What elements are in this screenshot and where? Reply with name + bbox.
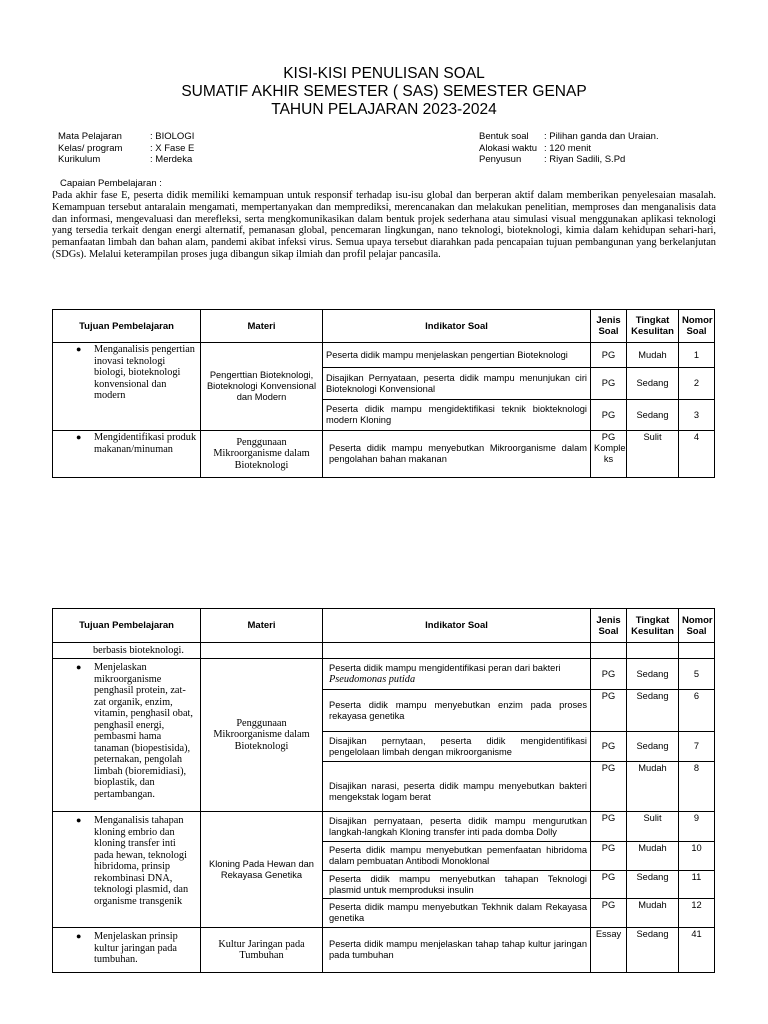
tujuan-text: Menjelaskan mikroorganisme penghasil protein, zat-zat organik, enzim, vitamin, penghasil obat, penghasil energi, pembasmi hama tanaman (biopestisida), peternakan, pengolah limbah (bioremidiasi), bioplastik, dan pertambangan. [94,662,193,800]
jenis-cell: PG [591,343,627,368]
tingkat-cell: Mudah [627,842,679,871]
table-header-row [53,310,715,343]
indikator-cell: Disajikan narasi, peserta didik mampu menyebutkan bakteri mengekstak logam berat [323,762,591,812]
nomor-cell: 11 [679,871,715,899]
tujuan-cell [53,812,201,928]
tingkat-cell: Sulit [627,431,679,478]
bullet-icon: ● [76,344,82,354]
tingkat-cell: Sedang [627,690,679,732]
nomor-cell: 12 [679,899,715,928]
tingkat-cell: Mudah [627,343,679,368]
tujuan-cell [53,659,201,812]
nomor-cell: 1 [679,343,715,368]
nomor-cell: 8 [679,762,715,812]
meta-label: Alokasi waktu [479,142,538,154]
tujuan-cell [53,928,201,973]
tujuan-text: Mengidentifikasi produk makanan/minuman [94,432,197,455]
table-row [53,928,715,973]
col-header-materi: Materi [201,609,323,643]
table-row [53,812,715,842]
meta-left [58,131,194,166]
jenis-cell: PG [591,400,627,431]
bullet-icon: ● [76,432,82,442]
indikator-cell: Peserta didik mampu menjelaskan pengertian Bioteknologi [323,343,591,368]
indikator-cell [323,643,591,659]
jenis-cell: PG Komple ks [591,431,627,478]
col-header-tingkat: Tingkat Kesulitan [627,310,679,343]
tingkat-cell: Mudah [627,762,679,812]
bullet-icon: ● [76,815,82,825]
tingkat-cell [627,643,679,659]
tujuan-text: Menjelaskan prinsip kultur jaringan pada tumbuhan. [94,931,178,965]
jenis-cell: PG [591,762,627,812]
meta-label: Bentuk soal [479,131,529,142]
kisi-table-1 [52,309,715,478]
tujuan-cell [53,343,201,431]
nomor-cell: 2 [679,368,715,400]
table-row [53,431,715,478]
materi-cell: Pengerttian Bioteknologi, Bioteknologi Konvensional dan Modern [201,343,323,431]
jenis-cell: PG [591,899,627,928]
nomor-cell: 6 [679,690,715,732]
jenis-cell: PG [591,732,627,762]
jenis-cell: PG [591,812,627,842]
col-header-nomor: Nomor Soal [679,310,715,343]
indikator-cell: Peserta didik mampu menyebutkan Tekhnik dalam Rekayasa genetika [323,899,591,928]
indikator-cell: Peserta didik mampu menjelaskan tahap tahap kultur jaringan pada tumbuhan [323,928,591,973]
materi-cell: Kloning Pada Hewan dan Rekayasa Genetika [201,812,323,928]
jenis-cell: PG [591,871,627,899]
meta-label: Kelas/ program [58,142,123,154]
materi-cell: Kultur Jaringan pada Tumbuhan [201,928,323,973]
tujuan-cell [53,431,201,478]
tingkat-cell: Sedang [627,368,679,400]
kisi-table-2 [52,608,715,973]
meta-value: : BIOLOGI [150,131,195,142]
indikator-cell: Disajikan pernyataan, peserta didik mampu mengurutkan langkah-langkah Kloning transfer inti pada domba Dolly [323,812,591,842]
indikator-cell [323,659,591,690]
col-header-nomor: Nomor Soal [679,609,715,643]
meta-label: Kurikulum [58,154,101,165]
nomor-cell [679,643,715,659]
meta-value: : Merdeka [150,154,193,165]
capaian-label: Capaian Pembelajaran : [60,178,162,189]
tujuan-text: Menganalisis pengertian inovasi teknologi biologi, bioteknologi konvensional dan modern [94,344,195,401]
col-header-jenis: Jenis Soal [591,609,627,643]
tingkat-cell: Sedang [627,400,679,431]
indikator-cell: Peserta didik mampu menyebutkan enzim pada proses rekayasa genetika [323,690,591,732]
materi-cell [201,643,323,659]
tingkat-cell: Sulit [627,812,679,842]
col-header-tujuan: Tujuan Pembelajaran [53,609,201,643]
indikator-cell: Disajikan pernytaan, peserta didik mengidentifikasi pengelolaan limbah dengan mikroorganisme [323,732,591,762]
table-row [53,643,715,659]
tingkat-cell: Sedang [627,871,679,899]
tingkat-cell: Sedang [627,928,679,973]
capaian-text: Pada akhir fase E, peserta didik memiliki kemampuan untuk responsif terhadap isu-isu global dan berperan aktif dalam memberikan penyelesaian masalah. Kemampuan tersebut antaralain mengamati, mempertanyakan dan memprediksi, merencanakan dan melakukan penelitian, memproses dan menganalisis data dan informasi, mengevaluasi dan merefleksi, serta mengkomunikasikan dalam bentuk projek sederhana atau simulasi visual menggunakan aplikasi teknologi yang tersedia terkait dengan energi alternatif, pemanasan global, pencemaran lingkungan, nano teknologi, bioteknologi, kimia dalam kehidupan sehari-hari, pemanfaatan limbah dan bahan alam, pandemi akibat infeksi virus. Semua upaya tersebut diarahkan pada pencapaian tujuan pembangunan yang berkelanjutan (SDGs). Melalui keterampilan proses juga dibangun sikap ilmiah dan profil pelajar pancasila. [52,190,716,260]
meta-value: : Pilihan ganda dan Uraian. [544,131,659,142]
tingkat-cell: Sedang [627,659,679,690]
jenis-cell [591,643,627,659]
meta-label: Penyusun [479,154,522,165]
indikator-cell: Peserta didik mampu menyebutkan Mikroorganisme dalam pengolahan bahan makanan [323,431,591,478]
doc-title-line1: KISI-KISI PENULISAN SOAL [283,65,485,82]
tujuan-text: Menganalisis tahapan kloning embrio dan kloning transfer inti pada hewan, teknologi hibridoma, prinsip rekombinasi DNA, teknologi plasmid, dan organisme transgenik [94,815,189,907]
jenis-cell: Essay [591,928,627,973]
bullet-icon: ● [76,662,82,672]
indikator-cell: Disajikan Pernyataan, peserta didik mampu menunjukan ciri Bioteknologi Konvensional [323,368,591,400]
jenis-cell: PG [591,659,627,690]
col-header-tujuan: Tujuan Pembelajaran [53,310,201,343]
jenis-cell: PG [591,690,627,732]
doc-title-line2: SUMATIF AKHIR SEMESTER ( SAS) SEMESTER GENAP [181,83,587,100]
meta-value: : 120 menit [544,142,591,154]
nomor-cell: 7 [679,732,715,762]
nomor-cell: 4 [679,431,715,478]
indikator-cell: Peserta didik mampu mengidektifikasi teknik biokteknologi modern Kloning [323,400,591,431]
nomor-cell: 10 [679,842,715,871]
table-header-row [53,609,715,643]
meta-right [479,131,659,166]
tingkat-cell: Sedang [627,732,679,762]
bacteria-name: Pseudomonas putida [329,673,416,685]
tingkat-cell: Mudah [627,899,679,928]
meta-value: : Riyan Sadili, S.Pd [544,154,626,165]
materi-cell: Penggunaan Mikroorganisme dalam Bioteknologi [201,659,323,812]
jenis-cell: PG [591,842,627,871]
meta-label: Mata Pelajaran [58,131,122,142]
meta-value: : X Fase E [150,142,195,154]
col-header-materi: Materi [201,310,323,343]
doc-title-line3: TAHUN PELAJARAN 2023-2024 [271,101,497,118]
jenis-cell: PG [591,368,627,400]
bullet-icon: ● [76,931,82,941]
table-row [53,343,715,368]
col-header-indikator: Indikator Soal [323,310,591,343]
col-header-indikator: Indikator Soal [323,609,591,643]
table-row [53,659,715,690]
nomor-cell: 41 [679,928,715,973]
tujuan-continuation: berbasis bioteknologi. [53,643,201,659]
materi-cell: Penggunaan Mikroorganisme dalam Bioteknologi [201,431,323,478]
col-header-jenis: Jenis Soal [591,310,627,343]
indikator-cell: Peserta didik mampu menyebutkan pemenfaatan hibridoma dalam pembuatan Antibodi Monoklonal [323,842,591,871]
col-header-tingkat: Tingkat Kesulitan [627,609,679,643]
indikator-cell: Peserta didik mampu menyebutkan tahapan Teknologi plasmid untuk memproduksi insulin [323,871,591,899]
nomor-cell: 9 [679,812,715,842]
indikator-text: Peserta didik mampu mengidentifikasi peran dari bakteri [329,662,561,673]
nomor-cell: 3 [679,400,715,431]
nomor-cell: 5 [679,659,715,690]
